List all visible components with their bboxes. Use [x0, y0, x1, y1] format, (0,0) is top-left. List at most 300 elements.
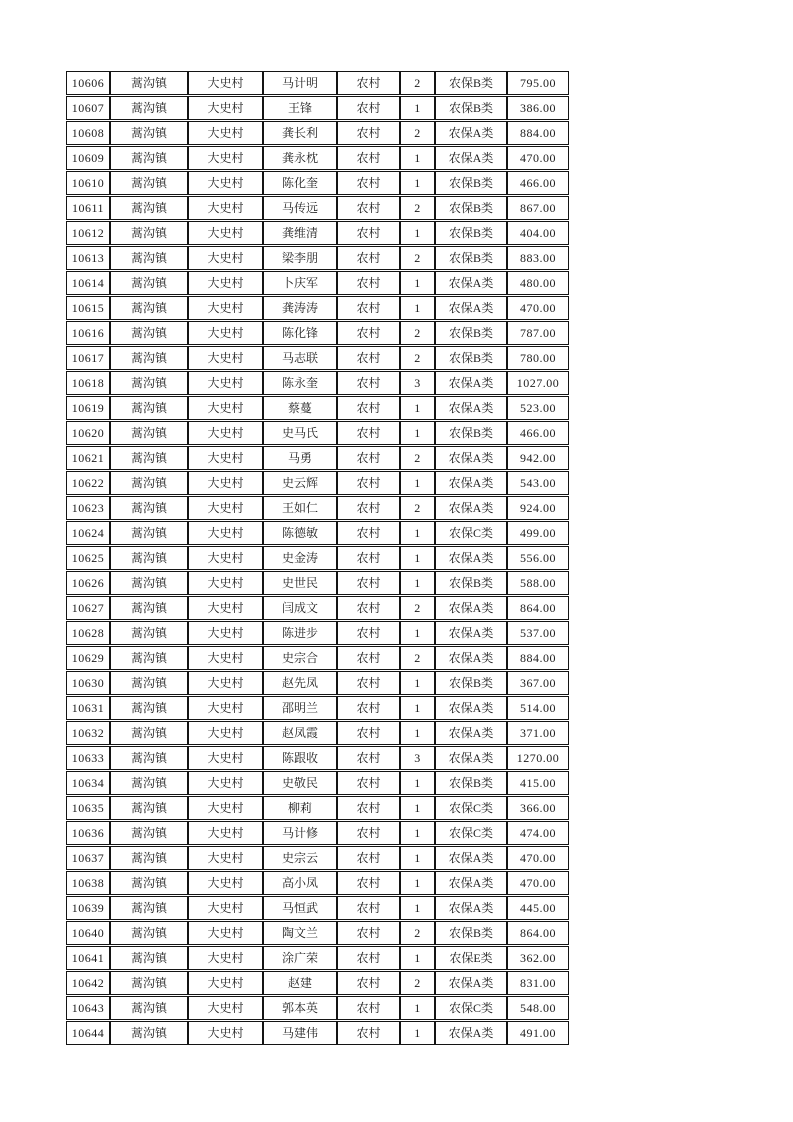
cell-person-name: 赵凤霞	[263, 721, 337, 745]
table-row	[66, 396, 569, 420]
cell-person-count: 2	[400, 596, 435, 620]
cell-residence-type: 农村	[337, 621, 400, 645]
cell-person-count: 3	[400, 746, 435, 770]
cell-village: 大史村	[188, 121, 263, 145]
cell-insurance-category: 农保B类	[435, 196, 507, 220]
cell-person-count: 1	[400, 396, 435, 420]
cell-person-count: 2	[400, 71, 435, 95]
cell-town: 蒿沟镇	[110, 896, 188, 920]
cell-residence-type: 农村	[337, 96, 400, 120]
cell-village: 大史村	[188, 221, 263, 245]
cell-village: 大史村	[188, 1021, 263, 1045]
cell-person-count: 1	[400, 271, 435, 295]
cell-person-name: 陈化奎	[263, 171, 337, 195]
cell-person-name: 马计明	[263, 71, 337, 95]
cell-person-name: 梁李朋	[263, 246, 337, 270]
table-row	[66, 546, 569, 570]
cell-person-name: 蔡蔓	[263, 396, 337, 420]
cell-record-id: 10641	[66, 946, 110, 970]
cell-amount: 543.00	[507, 471, 569, 495]
cell-residence-type: 农村	[337, 521, 400, 545]
cell-record-id: 10627	[66, 596, 110, 620]
cell-insurance-category: 农保B类	[435, 321, 507, 345]
cell-village: 大史村	[188, 371, 263, 395]
cell-town: 蒿沟镇	[110, 646, 188, 670]
table-row	[66, 346, 569, 370]
cell-insurance-category: 农保C类	[435, 996, 507, 1020]
cell-person-name: 王如仁	[263, 496, 337, 520]
table-row	[66, 646, 569, 670]
cell-town: 蒿沟镇	[110, 371, 188, 395]
cell-person-count: 2	[400, 121, 435, 145]
cell-town: 蒿沟镇	[110, 671, 188, 695]
cell-insurance-category: 农保A类	[435, 621, 507, 645]
cell-person-count: 1	[400, 796, 435, 820]
table-row	[66, 71, 569, 95]
cell-village: 大史村	[188, 546, 263, 570]
cell-record-id: 10639	[66, 896, 110, 920]
cell-person-name: 马恒武	[263, 896, 337, 920]
cell-amount: 415.00	[507, 771, 569, 795]
cell-person-name: 涂广荣	[263, 946, 337, 970]
cell-record-id: 10633	[66, 746, 110, 770]
cell-residence-type: 农村	[337, 896, 400, 920]
table-row	[66, 571, 569, 595]
cell-person-name: 史马氏	[263, 421, 337, 445]
cell-insurance-category: 农保A类	[435, 271, 507, 295]
cell-person-name: 马志联	[263, 346, 337, 370]
cell-insurance-category: 农保B类	[435, 221, 507, 245]
cell-town: 蒿沟镇	[110, 571, 188, 595]
cell-person-name: 史敬民	[263, 771, 337, 795]
cell-person-name: 邵明兰	[263, 696, 337, 720]
cell-town: 蒿沟镇	[110, 146, 188, 170]
cell-town: 蒿沟镇	[110, 971, 188, 995]
cell-person-count: 1	[400, 146, 435, 170]
cell-person-count: 2	[400, 246, 435, 270]
cell-record-id: 10628	[66, 621, 110, 645]
cell-residence-type: 农村	[337, 771, 400, 795]
cell-residence-type: 农村	[337, 171, 400, 195]
cell-insurance-category: 农保B类	[435, 246, 507, 270]
cell-insurance-category: 农保B类	[435, 96, 507, 120]
cell-person-count: 1	[400, 846, 435, 870]
table-row	[66, 796, 569, 820]
cell-residence-type: 农村	[337, 1021, 400, 1045]
cell-town: 蒿沟镇	[110, 846, 188, 870]
cell-residence-type: 农村	[337, 396, 400, 420]
cell-amount: 470.00	[507, 846, 569, 870]
cell-person-name: 郭本英	[263, 996, 337, 1020]
cell-amount: 474.00	[507, 821, 569, 845]
cell-insurance-category: 农保A类	[435, 646, 507, 670]
cell-town: 蒿沟镇	[110, 871, 188, 895]
cell-amount: 924.00	[507, 496, 569, 520]
cell-town: 蒿沟镇	[110, 471, 188, 495]
cell-village: 大史村	[188, 871, 263, 895]
cell-person-count: 2	[400, 346, 435, 370]
cell-insurance-category: 农保A类	[435, 596, 507, 620]
cell-person-count: 1	[400, 996, 435, 1020]
cell-village: 大史村	[188, 446, 263, 470]
cell-amount: 514.00	[507, 696, 569, 720]
table-row	[66, 671, 569, 695]
cell-person-name: 马勇	[263, 446, 337, 470]
cell-person-count: 1	[400, 171, 435, 195]
cell-town: 蒿沟镇	[110, 996, 188, 1020]
cell-village: 大史村	[188, 146, 263, 170]
cell-person-name: 龚维清	[263, 221, 337, 245]
table-row	[66, 1021, 569, 1045]
cell-amount: 480.00	[507, 271, 569, 295]
cell-person-count: 1	[400, 571, 435, 595]
cell-amount: 864.00	[507, 921, 569, 945]
cell-town: 蒿沟镇	[110, 321, 188, 345]
cell-insurance-category: 农保A类	[435, 496, 507, 520]
cell-town: 蒿沟镇	[110, 921, 188, 945]
cell-person-name: 马建伟	[263, 1021, 337, 1045]
table-row	[66, 321, 569, 345]
table-row	[66, 821, 569, 845]
cell-person-name: 马计修	[263, 821, 337, 845]
cell-village: 大史村	[188, 696, 263, 720]
cell-insurance-category: 农保A类	[435, 546, 507, 570]
cell-record-id: 10636	[66, 821, 110, 845]
cell-record-id: 10621	[66, 446, 110, 470]
cell-record-id: 10635	[66, 796, 110, 820]
cell-insurance-category: 农保B类	[435, 671, 507, 695]
cell-amount: 499.00	[507, 521, 569, 545]
cell-town: 蒿沟镇	[110, 96, 188, 120]
cell-village: 大史村	[188, 896, 263, 920]
cell-town: 蒿沟镇	[110, 196, 188, 220]
cell-person-count: 2	[400, 321, 435, 345]
cell-residence-type: 农村	[337, 571, 400, 595]
cell-town: 蒿沟镇	[110, 696, 188, 720]
cell-record-id: 10609	[66, 146, 110, 170]
table-row	[66, 721, 569, 745]
cell-person-count: 1	[400, 946, 435, 970]
cell-residence-type: 农村	[337, 196, 400, 220]
cell-town: 蒿沟镇	[110, 171, 188, 195]
cell-amount: 780.00	[507, 346, 569, 370]
cell-insurance-category: 农保A类	[435, 721, 507, 745]
cell-residence-type: 农村	[337, 146, 400, 170]
cell-amount: 445.00	[507, 896, 569, 920]
cell-town: 蒿沟镇	[110, 121, 188, 145]
cell-amount: 362.00	[507, 946, 569, 970]
cell-insurance-category: 农保B类	[435, 171, 507, 195]
cell-record-id: 10632	[66, 721, 110, 745]
cell-residence-type: 农村	[337, 846, 400, 870]
cell-record-id: 10630	[66, 671, 110, 695]
table-row	[66, 746, 569, 770]
cell-residence-type: 农村	[337, 696, 400, 720]
cell-record-id: 10631	[66, 696, 110, 720]
cell-person-count: 2	[400, 446, 435, 470]
cell-village: 大史村	[188, 496, 263, 520]
cell-residence-type: 农村	[337, 221, 400, 245]
cell-town: 蒿沟镇	[110, 421, 188, 445]
cell-amount: 884.00	[507, 646, 569, 670]
cell-person-name: 赵建	[263, 971, 337, 995]
cell-person-count: 1	[400, 96, 435, 120]
cell-village: 大史村	[188, 646, 263, 670]
cell-amount: 470.00	[507, 871, 569, 895]
cell-record-id: 10644	[66, 1021, 110, 1045]
cell-person-name: 柳莉	[263, 796, 337, 820]
cell-record-id: 10618	[66, 371, 110, 395]
cell-village: 大史村	[188, 796, 263, 820]
cell-insurance-category: 农保C类	[435, 821, 507, 845]
cell-village: 大史村	[188, 196, 263, 220]
cell-amount: 537.00	[507, 621, 569, 645]
cell-person-count: 2	[400, 971, 435, 995]
cell-insurance-category: 农保A类	[435, 746, 507, 770]
cell-village: 大史村	[188, 821, 263, 845]
cell-person-name: 王锋	[263, 96, 337, 120]
cell-person-name: 陈进步	[263, 621, 337, 645]
cell-residence-type: 农村	[337, 596, 400, 620]
cell-insurance-category: 农保B类	[435, 921, 507, 945]
cell-village: 大史村	[188, 346, 263, 370]
cell-town: 蒿沟镇	[110, 621, 188, 645]
cell-amount: 523.00	[507, 396, 569, 420]
table-row	[66, 946, 569, 970]
table-row	[66, 521, 569, 545]
cell-amount: 1027.00	[507, 371, 569, 395]
cell-town: 蒿沟镇	[110, 771, 188, 795]
cell-record-id: 10612	[66, 221, 110, 245]
cell-amount: 831.00	[507, 971, 569, 995]
table-row	[66, 246, 569, 270]
cell-town: 蒿沟镇	[110, 721, 188, 745]
table-row	[66, 471, 569, 495]
table-body	[66, 71, 569, 1045]
cell-person-name: 龚永枕	[263, 146, 337, 170]
cell-record-id: 10614	[66, 271, 110, 295]
cell-amount: 942.00	[507, 446, 569, 470]
cell-person-name: 史云辉	[263, 471, 337, 495]
cell-person-count: 1	[400, 621, 435, 645]
cell-residence-type: 农村	[337, 546, 400, 570]
cell-record-id: 10625	[66, 546, 110, 570]
table-row	[66, 871, 569, 895]
cell-person-count: 1	[400, 521, 435, 545]
table-row	[66, 371, 569, 395]
cell-residence-type: 农村	[337, 471, 400, 495]
cell-insurance-category: 农保C类	[435, 796, 507, 820]
cell-person-count: 1	[400, 1021, 435, 1045]
cell-record-id: 10640	[66, 921, 110, 945]
cell-town: 蒿沟镇	[110, 346, 188, 370]
cell-person-name: 龚涛涛	[263, 296, 337, 320]
cell-amount: 466.00	[507, 171, 569, 195]
cell-person-name: 史世民	[263, 571, 337, 595]
cell-person-name: 闫成文	[263, 596, 337, 620]
cell-residence-type: 农村	[337, 721, 400, 745]
cell-person-name: 陈德敏	[263, 521, 337, 545]
cell-amount: 867.00	[507, 196, 569, 220]
cell-village: 大史村	[188, 396, 263, 420]
cell-town: 蒿沟镇	[110, 746, 188, 770]
cell-village: 大史村	[188, 596, 263, 620]
cell-residence-type: 农村	[337, 496, 400, 520]
table-row	[66, 421, 569, 445]
cell-record-id: 10617	[66, 346, 110, 370]
cell-residence-type: 农村	[337, 71, 400, 95]
cell-insurance-category: 农保A类	[435, 846, 507, 870]
cell-town: 蒿沟镇	[110, 71, 188, 95]
cell-insurance-category: 农保B类	[435, 771, 507, 795]
cell-insurance-category: 农保A类	[435, 1021, 507, 1045]
cell-insurance-category: 农保A类	[435, 296, 507, 320]
cell-residence-type: 农村	[337, 321, 400, 345]
cell-village: 大史村	[188, 171, 263, 195]
cell-residence-type: 农村	[337, 871, 400, 895]
cell-amount: 864.00	[507, 596, 569, 620]
cell-insurance-category: 农保B类	[435, 421, 507, 445]
cell-amount: 366.00	[507, 796, 569, 820]
cell-person-name: 龚长利	[263, 121, 337, 145]
table-row	[66, 171, 569, 195]
cell-record-id: 10637	[66, 846, 110, 870]
cell-person-count: 1	[400, 721, 435, 745]
cell-insurance-category: 农保A类	[435, 896, 507, 920]
cell-insurance-category: 农保B类	[435, 71, 507, 95]
cell-residence-type: 农村	[337, 746, 400, 770]
cell-amount: 470.00	[507, 296, 569, 320]
cell-residence-type: 农村	[337, 821, 400, 845]
cell-amount: 1270.00	[507, 746, 569, 770]
cell-village: 大史村	[188, 771, 263, 795]
cell-village: 大史村	[188, 421, 263, 445]
cell-town: 蒿沟镇	[110, 546, 188, 570]
cell-insurance-category: 农保A类	[435, 471, 507, 495]
cell-amount: 883.00	[507, 246, 569, 270]
table-row	[66, 621, 569, 645]
cell-amount: 491.00	[507, 1021, 569, 1045]
table-row	[66, 271, 569, 295]
cell-record-id: 10623	[66, 496, 110, 520]
cell-record-id: 10611	[66, 196, 110, 220]
cell-village: 大史村	[188, 271, 263, 295]
cell-town: 蒿沟镇	[110, 296, 188, 320]
cell-town: 蒿沟镇	[110, 271, 188, 295]
cell-residence-type: 农村	[337, 646, 400, 670]
cell-village: 大史村	[188, 321, 263, 345]
cell-village: 大史村	[188, 471, 263, 495]
cell-village: 大史村	[188, 846, 263, 870]
cell-residence-type: 农村	[337, 346, 400, 370]
cell-amount: 470.00	[507, 146, 569, 170]
cell-person-name: 高小凤	[263, 871, 337, 895]
cell-village: 大史村	[188, 996, 263, 1020]
cell-record-id: 10610	[66, 171, 110, 195]
cell-residence-type: 农村	[337, 996, 400, 1020]
cell-amount: 466.00	[507, 421, 569, 445]
cell-record-id: 10607	[66, 96, 110, 120]
table-row	[66, 696, 569, 720]
cell-record-id: 10642	[66, 971, 110, 995]
cell-residence-type: 农村	[337, 271, 400, 295]
cell-record-id: 10622	[66, 471, 110, 495]
table-row	[66, 221, 569, 245]
cell-insurance-category: 农保A类	[435, 146, 507, 170]
cell-record-id: 10613	[66, 246, 110, 270]
cell-village: 大史村	[188, 946, 263, 970]
cell-person-count: 2	[400, 921, 435, 945]
cell-person-count: 1	[400, 696, 435, 720]
cell-person-name: 卜庆军	[263, 271, 337, 295]
table-row	[66, 596, 569, 620]
cell-amount: 795.00	[507, 71, 569, 95]
cell-record-id: 10629	[66, 646, 110, 670]
cell-person-count: 1	[400, 821, 435, 845]
table-row	[66, 971, 569, 995]
cell-residence-type: 农村	[337, 796, 400, 820]
cell-town: 蒿沟镇	[110, 521, 188, 545]
cell-insurance-category: 农保B类	[435, 346, 507, 370]
table-row	[66, 121, 569, 145]
table-row	[66, 146, 569, 170]
cell-insurance-category: 农保A类	[435, 371, 507, 395]
cell-amount: 367.00	[507, 671, 569, 695]
cell-person-name: 史宗云	[263, 846, 337, 870]
cell-amount: 588.00	[507, 571, 569, 595]
cell-person-count: 1	[400, 296, 435, 320]
cell-village: 大史村	[188, 971, 263, 995]
cell-record-id: 10606	[66, 71, 110, 95]
cell-village: 大史村	[188, 246, 263, 270]
cell-person-count: 1	[400, 671, 435, 695]
cell-record-id: 10619	[66, 396, 110, 420]
cell-person-count: 2	[400, 646, 435, 670]
cell-town: 蒿沟镇	[110, 396, 188, 420]
cell-village: 大史村	[188, 721, 263, 745]
cell-record-id: 10608	[66, 121, 110, 145]
cell-amount: 787.00	[507, 321, 569, 345]
cell-person-name: 陈跟收	[263, 746, 337, 770]
cell-person-count: 1	[400, 871, 435, 895]
cell-person-name: 陶文兰	[263, 921, 337, 945]
cell-residence-type: 农村	[337, 446, 400, 470]
cell-residence-type: 农村	[337, 421, 400, 445]
cell-insurance-category: 农保A类	[435, 696, 507, 720]
cell-record-id: 10638	[66, 871, 110, 895]
table-row	[66, 496, 569, 520]
cell-town: 蒿沟镇	[110, 221, 188, 245]
cell-town: 蒿沟镇	[110, 796, 188, 820]
cell-person-count: 3	[400, 371, 435, 395]
cell-person-count: 1	[400, 546, 435, 570]
cell-amount: 548.00	[507, 996, 569, 1020]
cell-town: 蒿沟镇	[110, 496, 188, 520]
cell-record-id: 10615	[66, 296, 110, 320]
cell-person-count: 1	[400, 771, 435, 795]
table-row	[66, 446, 569, 470]
cell-record-id: 10624	[66, 521, 110, 545]
cell-person-name: 赵先凤	[263, 671, 337, 695]
cell-insurance-category: 农保E类	[435, 946, 507, 970]
cell-amount: 404.00	[507, 221, 569, 245]
cell-insurance-category: 农保C类	[435, 521, 507, 545]
cell-person-count: 2	[400, 196, 435, 220]
cell-record-id: 10620	[66, 421, 110, 445]
cell-village: 大史村	[188, 71, 263, 95]
cell-amount: 371.00	[507, 721, 569, 745]
table-row	[66, 896, 569, 920]
